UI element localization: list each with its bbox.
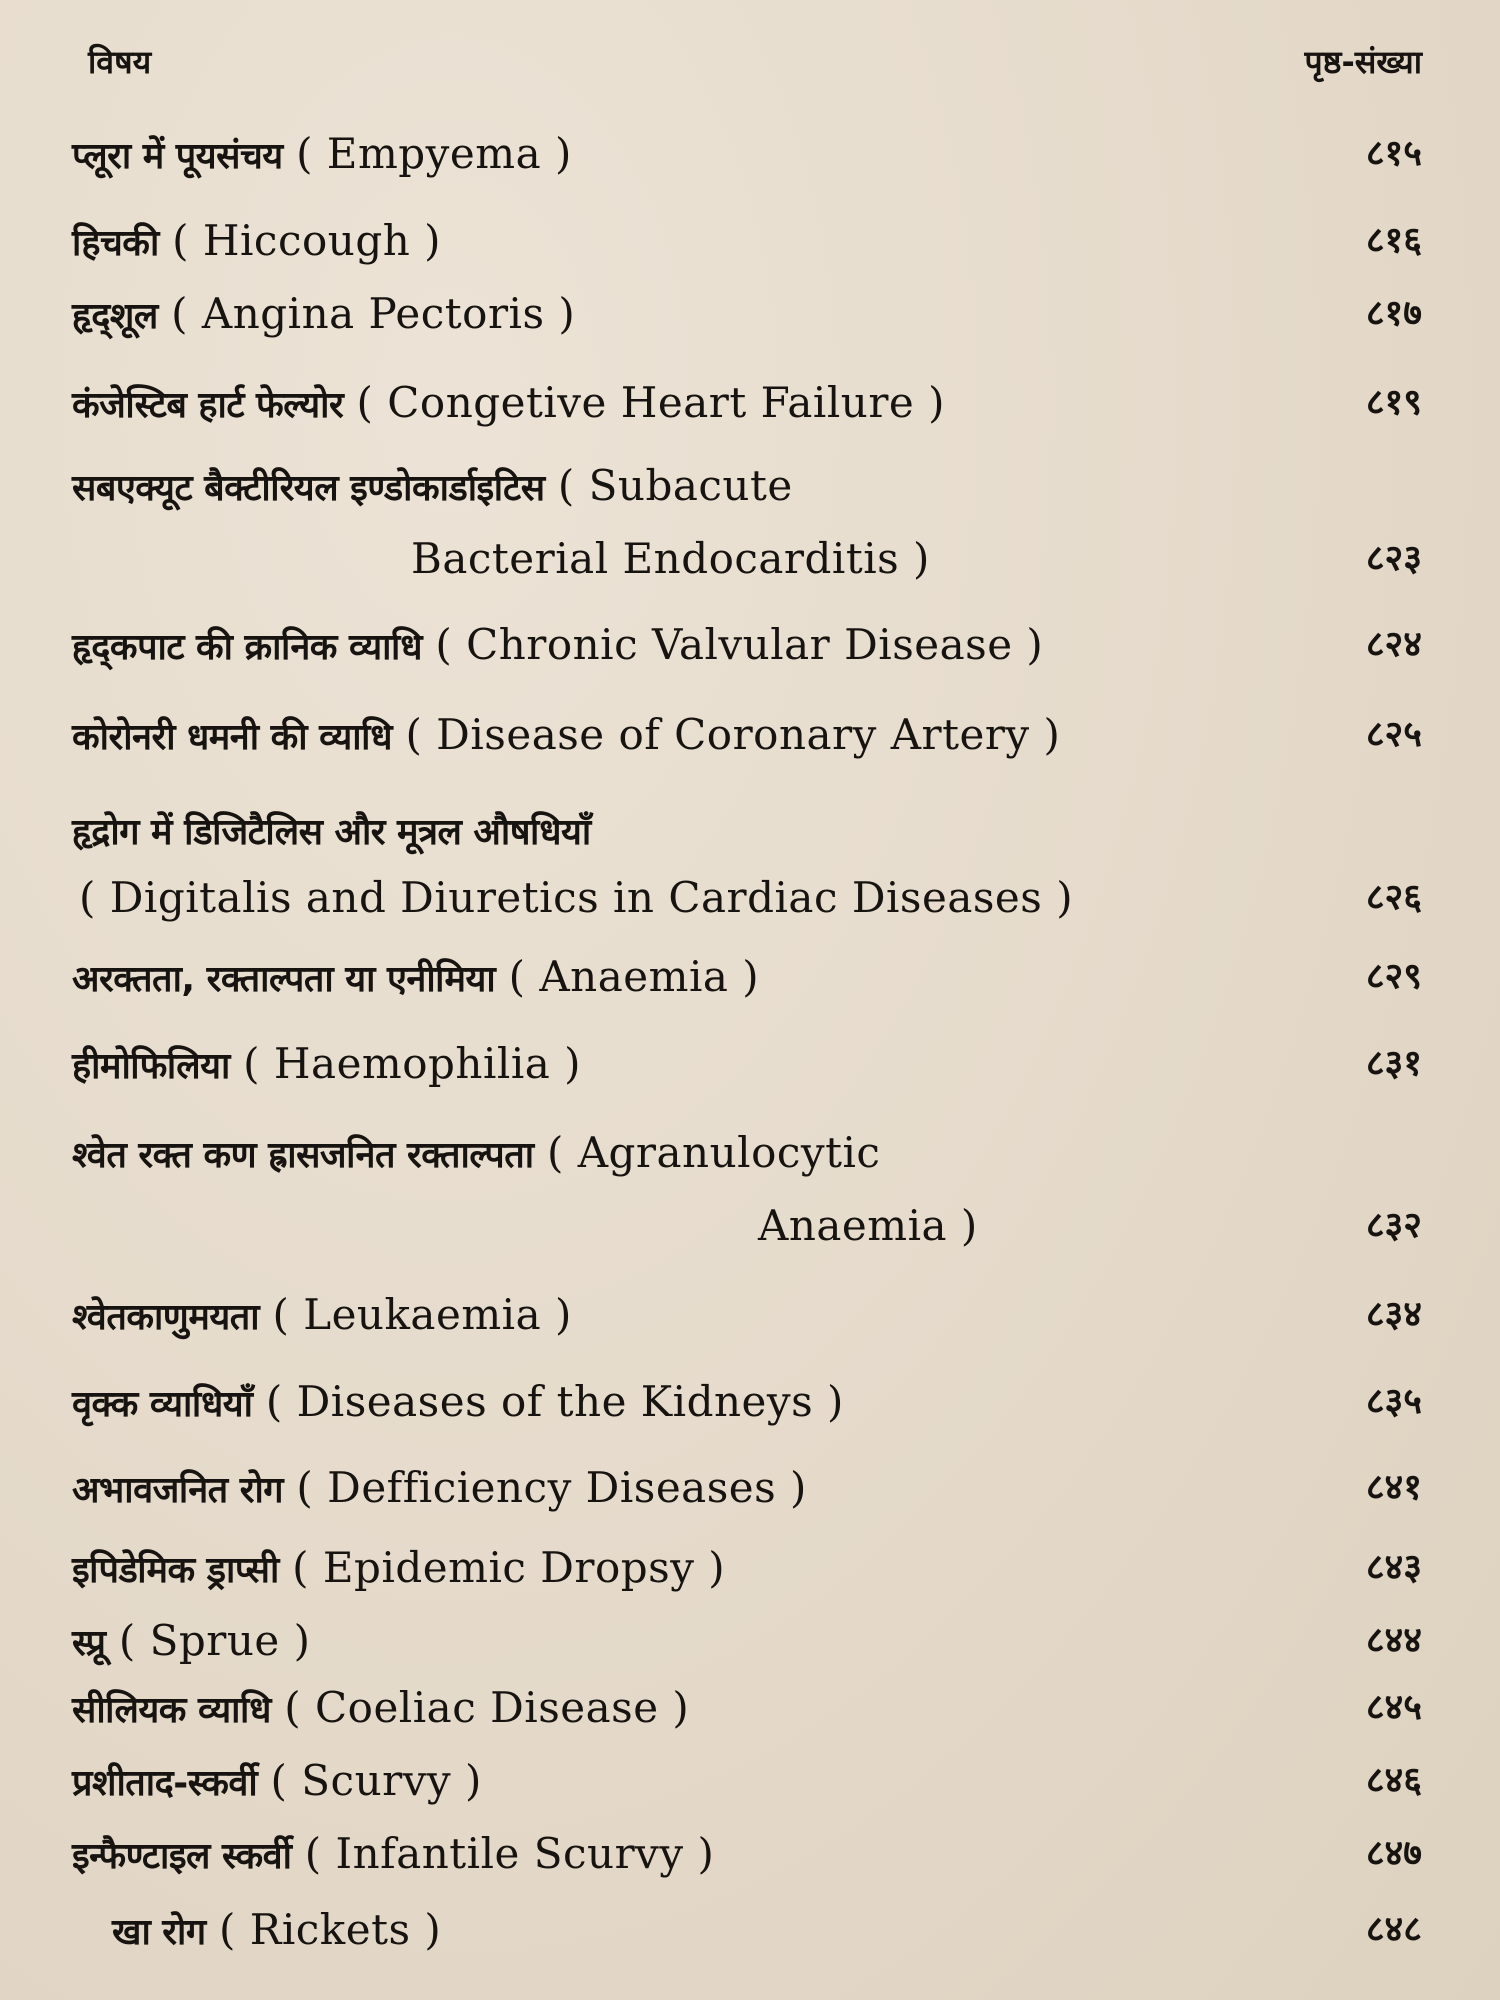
hindi-title: हृद्कपाट की क्रानिक व्याधि xyxy=(72,627,422,668)
english-title: ( Agranulocytic xyxy=(546,1128,881,1177)
hindi-title: हिचकी xyxy=(72,223,159,264)
page-number: ८२४ xyxy=(1365,624,1422,665)
entry-line xyxy=(72,1462,807,1517)
page-number: ८३२ xyxy=(1365,1205,1422,1246)
hindi-title: अभावजनित रोग xyxy=(72,1470,284,1511)
page-number: ८१७ xyxy=(1365,293,1422,334)
page-number: ८४१ xyxy=(1365,1467,1422,1508)
entry-line xyxy=(72,1289,572,1344)
entry-line xyxy=(72,1615,310,1670)
hindi-title: प्रशीताद-स्कर्वी xyxy=(72,1763,258,1804)
entry-line xyxy=(72,460,793,515)
hindi-title: खा रोग xyxy=(112,1912,206,1953)
entry-line xyxy=(72,1038,581,1093)
english-title: ( Coeliac Disease ) xyxy=(284,1683,690,1732)
english-title: ( Chronic Valvular Disease ) xyxy=(435,620,1044,669)
entry-line xyxy=(112,1904,441,1959)
english-title: ( Digitalis and Diuretics in Cardiac Diseases ) xyxy=(79,873,1074,922)
page-number: ८२३ xyxy=(1365,538,1422,579)
entry-line xyxy=(72,804,591,859)
english-title: ( Empyema ) xyxy=(296,129,572,178)
page-number: ८१६ xyxy=(1365,220,1422,261)
page-number: ८३१ xyxy=(1365,1043,1422,1084)
hindi-title: इपिडेमिक ड्राप्सी xyxy=(72,1550,279,1591)
entry-line xyxy=(72,951,759,1006)
english-title: ( Epidemic Dropsy ) xyxy=(292,1543,726,1592)
entry-line xyxy=(72,1828,714,1883)
english-title: ( Scurvy ) xyxy=(270,1756,482,1805)
page-number: ८१५ xyxy=(1365,133,1422,174)
page-number: ८४४ xyxy=(1365,1620,1422,1661)
entry-line xyxy=(758,1200,978,1252)
hindi-title: श्वेत रक्त कण ह्रासजनित रक्ताल्पता xyxy=(72,1135,534,1176)
entry-line xyxy=(79,872,1073,924)
page-number: ८२९ xyxy=(1365,956,1422,997)
entry-line xyxy=(72,1682,689,1737)
entry-line xyxy=(72,215,441,270)
english-title: ( Sprue ) xyxy=(118,1616,311,1665)
entry-line xyxy=(72,128,572,183)
english-title: ( Infantile Scurvy ) xyxy=(304,1829,715,1878)
entry-line xyxy=(72,1542,725,1597)
hindi-title: सबएक्यूट बैक्टीरियल इण्डोकार्डाइटिस xyxy=(72,468,545,509)
english-title: ( Diseases of the Kidneys ) xyxy=(265,1377,844,1426)
english-title: ( Congetive Heart Failure ) xyxy=(356,378,945,427)
english-title: ( Disease of Coronary Artery ) xyxy=(405,710,1061,759)
english-title: ( Haemophilia ) xyxy=(243,1039,582,1088)
hindi-title: कंजेस्टिब हार्ट फेल्योर xyxy=(72,385,344,426)
english-title: Anaemia ) xyxy=(758,1201,978,1250)
entry-line xyxy=(72,709,1060,764)
entry-line xyxy=(72,1755,482,1810)
hindi-title: हीमोफिलिया xyxy=(72,1046,230,1087)
entry-line xyxy=(411,533,930,585)
entry-line xyxy=(72,288,575,343)
hindi-title: हृद्शूल xyxy=(72,296,158,337)
entry-line xyxy=(72,1127,880,1182)
hindi-title: प्लूरा में पूयसंचय xyxy=(72,136,283,177)
english-title: Bacterial Endocarditis ) xyxy=(411,534,930,583)
page-number: ८४६ xyxy=(1365,1760,1422,1801)
english-title: ( Angina Pectoris ) xyxy=(171,289,576,338)
english-title: ( Defficiency Diseases ) xyxy=(296,1463,807,1512)
entry-line xyxy=(72,1376,844,1431)
page-number: ८१९ xyxy=(1365,382,1422,423)
page-number: ८४३ xyxy=(1365,1547,1422,1588)
english-title: ( Subacute xyxy=(557,461,793,510)
page-number: ८३४ xyxy=(1365,1294,1422,1335)
hindi-title: सीलियक व्याधि xyxy=(72,1690,271,1731)
hindi-title: अरक्तता, रक्ताल्पता या एनीमिया xyxy=(72,959,496,1000)
page-number: ८४५ xyxy=(1365,1687,1422,1728)
entry-line xyxy=(72,377,945,432)
entry-line xyxy=(72,619,1043,674)
hindi-title: श्वेतकाणुमयता xyxy=(72,1297,260,1338)
column-header-subject: विषय xyxy=(88,43,152,81)
page-number: ८४७ xyxy=(1365,1833,1422,1874)
hindi-title: कोरोनरी धमनी की व्याधि xyxy=(72,717,393,758)
english-title: ( Hiccough ) xyxy=(172,216,441,265)
page-number: ८२६ xyxy=(1365,877,1422,918)
page-number: ८२५ xyxy=(1365,714,1422,755)
page-number: ८४८ xyxy=(1365,1909,1422,1950)
english-title: ( Anaemia ) xyxy=(508,952,760,1001)
english-title: ( Rickets ) xyxy=(218,1905,442,1954)
hindi-title: हृद्रोग में डिजिटैलिस और मूत्रल औषधियाँ xyxy=(72,812,591,853)
english-title: ( Leukaemia ) xyxy=(272,1290,572,1339)
hindi-title: वृक्क व्याधियाँ xyxy=(72,1384,253,1425)
page-number: ८३५ xyxy=(1365,1381,1422,1422)
hindi-title: स्प्रू xyxy=(72,1623,106,1664)
column-header-page: पृष्ठ-संख्या xyxy=(1304,43,1422,81)
hindi-title: इन्फैण्टाइल स्कर्वी xyxy=(72,1836,292,1877)
